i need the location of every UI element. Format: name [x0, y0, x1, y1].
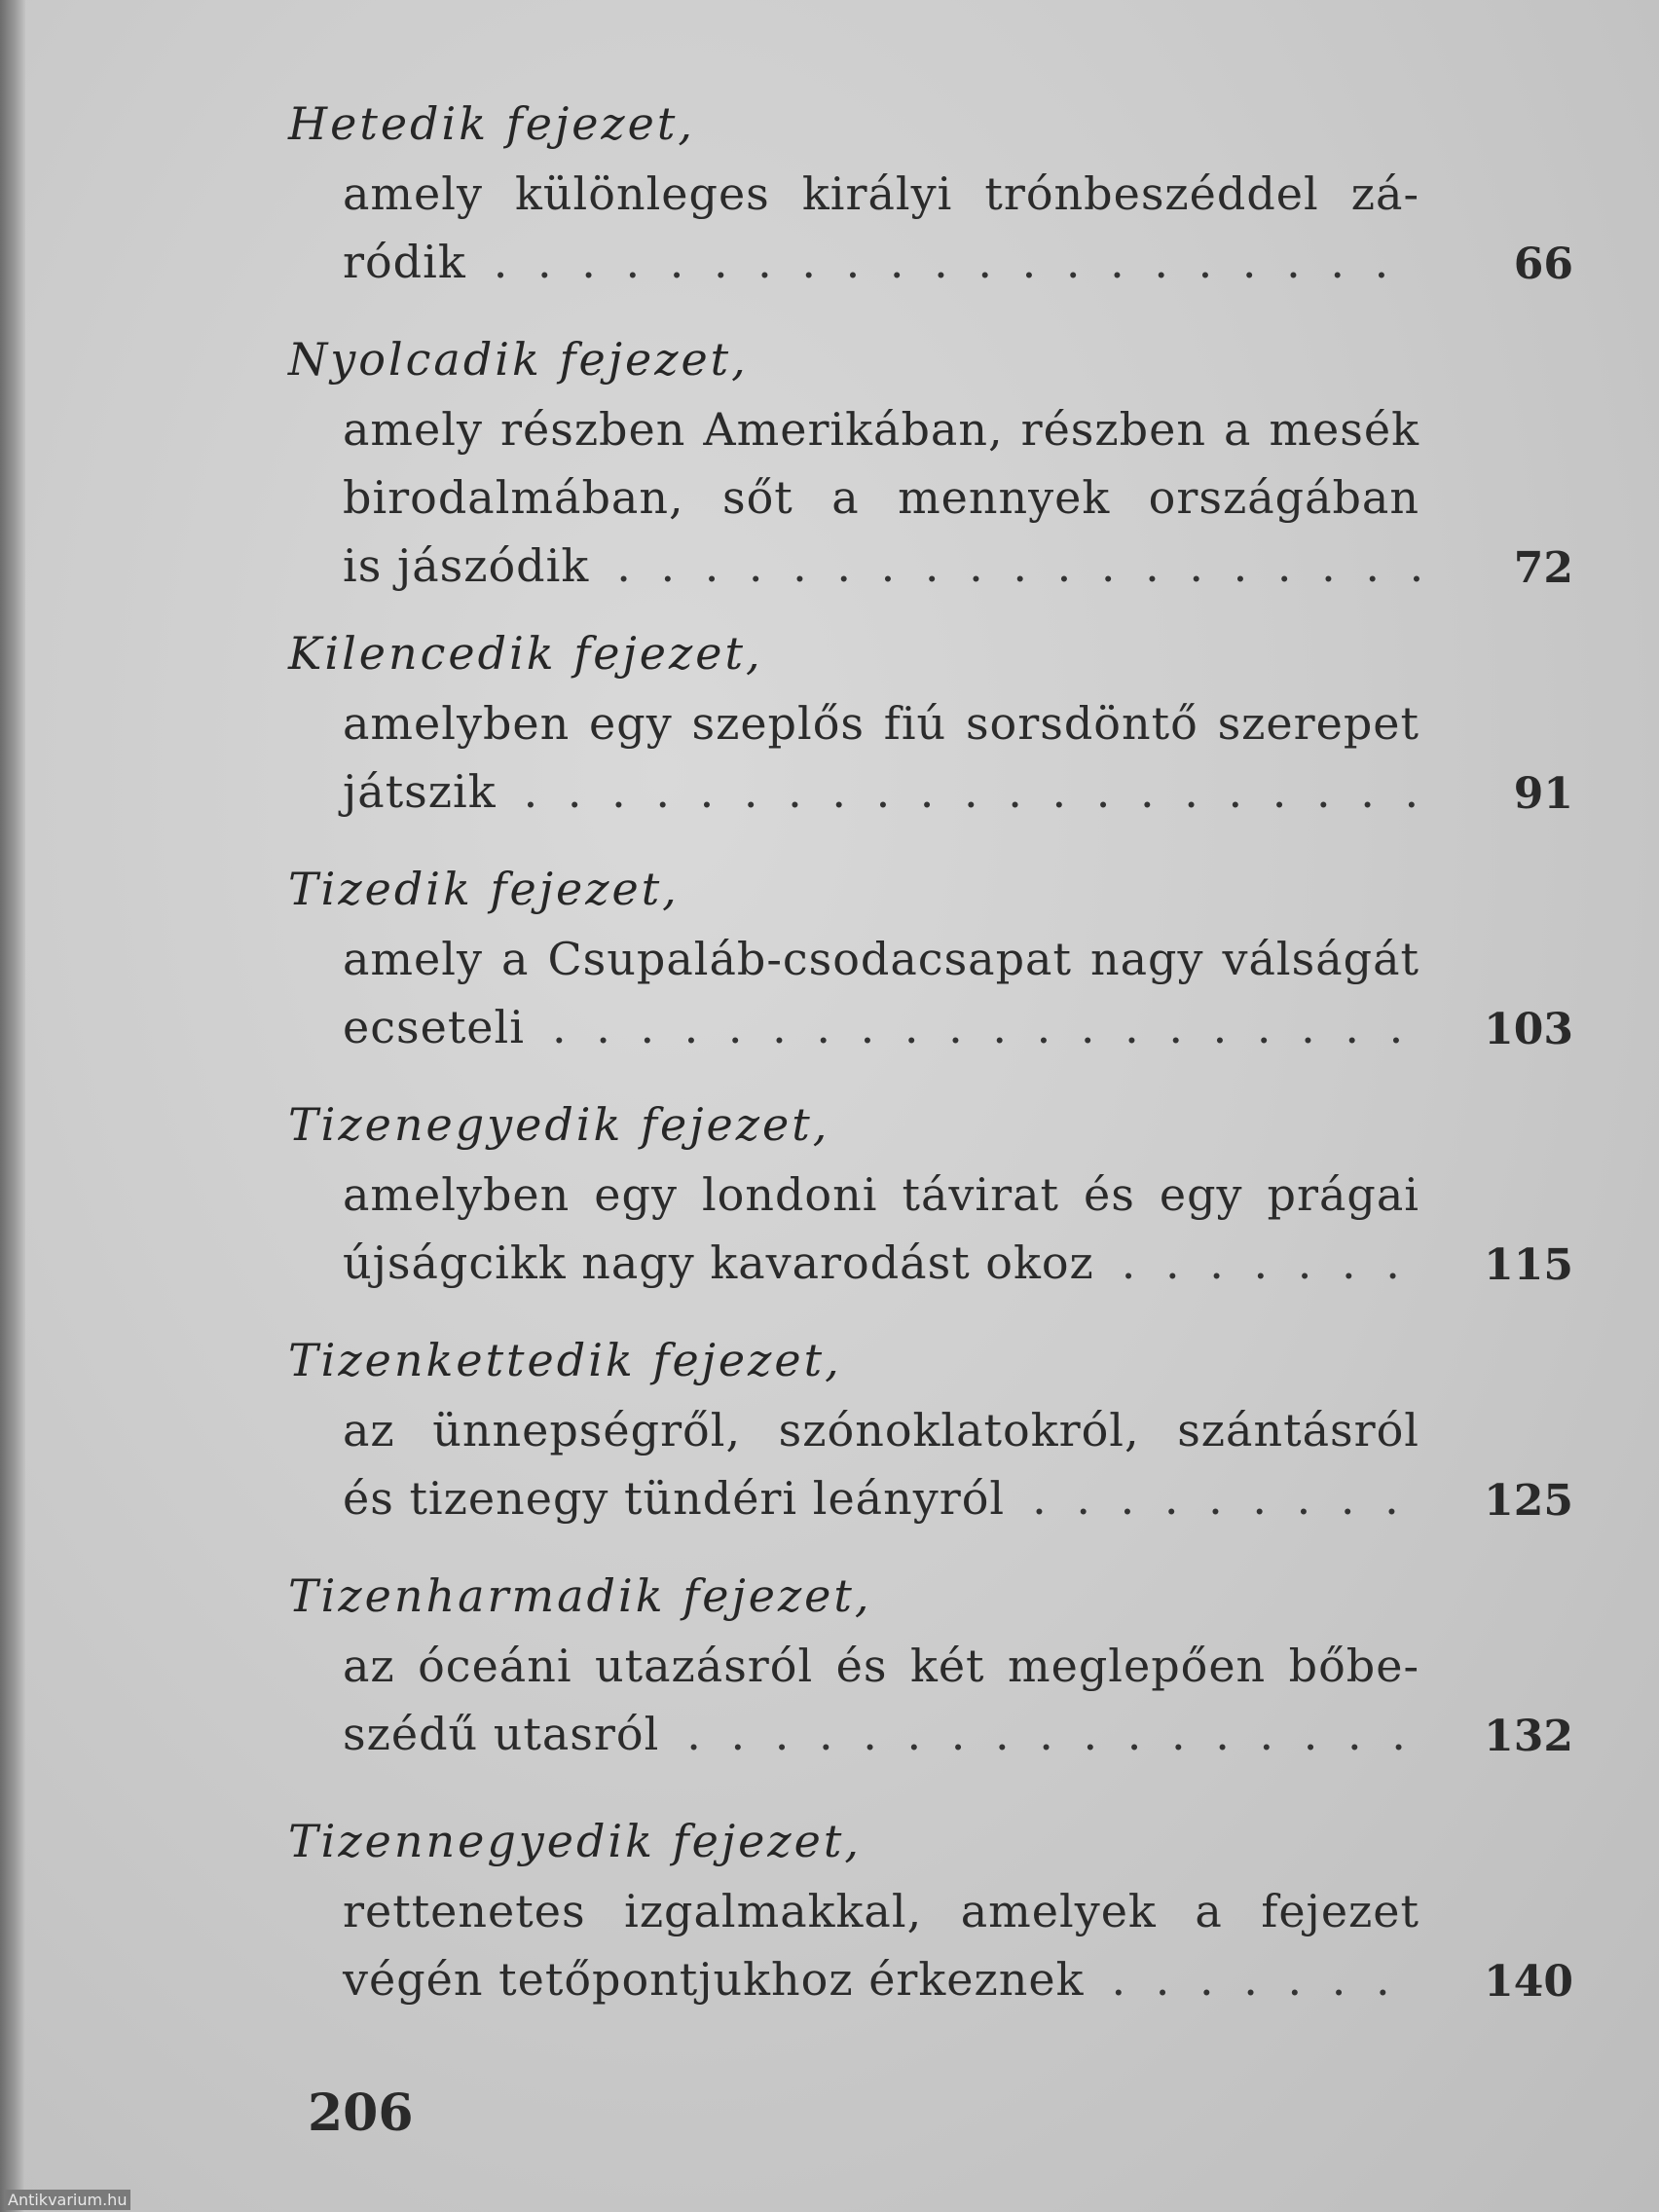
leader-dots [1111, 1953, 1419, 2006]
chapter-description-last [343, 1236, 1419, 1289]
page-ref: 91 [1513, 769, 1573, 819]
chapter-description-end: is jászódik [343, 539, 590, 592]
page-ref: 115 [1484, 1240, 1573, 1290]
toc-entry [288, 333, 1573, 627]
chapter-description: az óceáni utazásról és két meglepően bőbe- [343, 1640, 1419, 1692]
chapter-title: Hetedik fejezet, [288, 97, 695, 150]
chapter-description-end: újságcikk nagy kavarodást okoz [343, 1236, 1094, 1289]
chapter-description: amely részben Amerikában, részben a mesék [343, 403, 1419, 456]
page-ref: 140 [1484, 1957, 1573, 2007]
chapter-title: Nyolcadik fejezet, [288, 333, 749, 386]
chapter-title: Tizenharmadik fejezet, [288, 1569, 872, 1622]
leader-dots [552, 1001, 1419, 1053]
chapter-title: Tizenegyedik fejezet, [288, 1098, 830, 1151]
toc-entry [288, 1334, 1573, 1569]
chapter-description: rettenetes izgalmakkal, amelyek a fejezet [343, 1885, 1419, 1937]
page-number: 206 [308, 2083, 414, 2143]
page-ref: 72 [1513, 543, 1573, 593]
chapter-title: Tizennegyedik fejezet, [288, 1815, 862, 1867]
chapter-title: Kilencedik fejezet, [288, 627, 763, 680]
chapter-description-end: ecseteli [343, 1001, 525, 1053]
chapter-description: birodalmában, sőt a mennyek országában [343, 471, 1419, 524]
chapter-title: Tizedik fejezet, [288, 863, 680, 915]
page-ref: 132 [1484, 1712, 1573, 1761]
page-ref: 103 [1484, 1005, 1573, 1054]
chapter-description-last [343, 539, 1419, 592]
chapter-description-end: szédű utasról [343, 1708, 660, 1760]
chapter-description-last [343, 1953, 1419, 2006]
table-of-contents [288, 97, 1573, 2050]
chapter-description-end: végén tetőpontjukhoz érkeznek [343, 1953, 1085, 2006]
chapter-description: amely a Csupaláb-csodacsapat nagy válságát [343, 933, 1419, 985]
toc-entry [288, 863, 1573, 1098]
chapter-description: amelyben egy szeplős fiú sorsdöntő szerepet [343, 697, 1419, 750]
page-ref: 125 [1484, 1476, 1573, 1526]
toc-entry [288, 97, 1573, 333]
leader-dots [686, 1708, 1419, 1760]
chapter-description-end: és tizenegy tündéri leányról [343, 1472, 1006, 1525]
chapter-description: amely különleges királyi trónbeszéddel zá- [343, 167, 1419, 220]
leader-dots [1122, 1236, 1419, 1289]
leader-dots [1032, 1472, 1419, 1525]
toc-entry [288, 1098, 1573, 1334]
chapter-description-last [343, 1472, 1419, 1525]
chapter-description: az ünnepségről, szónoklatokról, szántásról [343, 1404, 1419, 1456]
toc-entry [288, 1569, 1573, 1815]
chapter-description-end: játszik [343, 765, 497, 818]
chapter-description: amelyben egy londoni távirat és egy prágai [343, 1168, 1419, 1221]
chapter-title: Tizenkettedik fejezet, [288, 1334, 842, 1386]
chapter-description-last [343, 1708, 1419, 1760]
leader-dots [494, 236, 1419, 288]
chapter-description-last [343, 1001, 1419, 1053]
toc-entry [288, 627, 1573, 863]
leader-dots [616, 539, 1419, 592]
binding-edge [0, 0, 25, 2212]
page-ref: 66 [1513, 240, 1573, 289]
chapter-description-last [343, 765, 1419, 818]
chapter-description-end: ródik [343, 236, 466, 288]
leader-dots [524, 765, 1419, 818]
toc-entry [288, 1815, 1573, 2050]
chapter-description-last [343, 236, 1419, 288]
watermark: Antikvarium.hu [4, 2190, 130, 2210]
